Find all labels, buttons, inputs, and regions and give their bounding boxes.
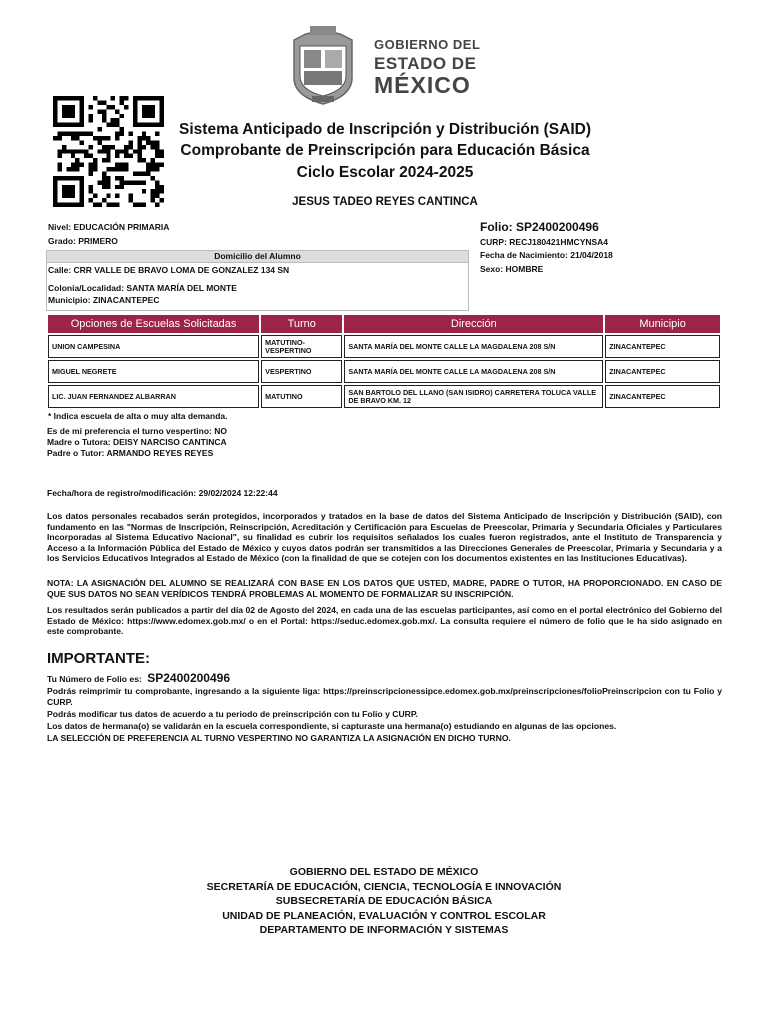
column-header-direccion: Dirección — [344, 315, 603, 333]
street-label: Calle: — [48, 265, 72, 275]
footer-line: UNIDAD DE PLANEACIÓN, EVALUACIÓN Y CONTROL ESCOLAR — [222, 910, 546, 922]
table-header-row — [48, 315, 720, 333]
table-row — [48, 335, 720, 358]
colonia-row — [48, 283, 237, 293]
municipio-row — [48, 295, 159, 305]
gov-logo-text — [374, 38, 484, 97]
school-name: MIGUEL NEGRETE — [48, 360, 259, 383]
grado-row — [48, 236, 118, 246]
document-title: Sistema Anticipado de Inscripción y Distribución (SAID) — [179, 121, 591, 138]
school-municipio: ZINACANTEPEC — [605, 385, 720, 408]
folio-row — [480, 220, 599, 234]
gov-logo-line1: GOBIERNO DEL — [374, 37, 481, 52]
folio-reminder-label: Tu Número de Folio es: — [47, 674, 142, 684]
school-year: Ciclo Escolar 2024-2025 — [296, 164, 474, 181]
school-direccion: SAN BARTOLO DEL LLANO (SAN ISIDRO) CARRETERA TOLUCA VALLE DE BRAVO KM. 12 — [344, 385, 603, 408]
reprint-info: Podrás reimprimir tu comprobante, ingresando a la siguiente liga: https://preinscripcionessipce.edomex.gob.mx/preinscripciones/folioPreinscripcion con tu Folio y CURP. — [47, 686, 722, 707]
colonia-label: Colonia/Localidad: — [48, 283, 125, 293]
curp-label: CURP: — [480, 237, 507, 247]
colonia-value: SANTA MARÍA DEL MONTE — [126, 283, 237, 293]
gov-logo-line3: MÉXICO — [374, 72, 471, 98]
column-header-turno: Turno — [261, 315, 342, 333]
father-name: Padre o Tutor: ARMANDO REYES REYES — [47, 448, 214, 458]
school-turno: VESPERTINO — [261, 360, 342, 383]
state-coat-of-arms-icon — [286, 26, 360, 106]
registration-date — [47, 488, 278, 498]
footer-line: SUBSECRETARÍA DE EDUCACIÓN BÁSICA — [275, 895, 493, 907]
student-name: JESUS TADEO REYES CANTINCA — [292, 196, 478, 208]
folio-reminder — [47, 671, 230, 685]
curp-value: RECJ180421HMCYNSA4 — [509, 237, 609, 247]
footer-line: SECRETARÍA DE EDUCACIÓN, CIENCIA, TECNOLOGÍA E INNOVACIÓN — [206, 881, 562, 893]
high-demand-note: * Indica escuela de alta o muy alta demanda. — [48, 411, 228, 421]
municipio-label: Municipio: — [48, 295, 91, 305]
birthdate-value: 21/04/2018 — [570, 250, 613, 260]
nivel-row — [48, 222, 169, 232]
vespertino-warning: LA SELECCIÓN DE PREFERENCIA AL TURNO VESPERTINO NO GARANTIZA LA ASIGNACIÓN EN DICHO TURNO. — [47, 733, 511, 743]
street-row — [48, 265, 289, 275]
school-direccion: SANTA MARÍA DEL MONTE CALLE LA MAGDALENA 208 S/N — [344, 335, 603, 358]
schools-table — [46, 313, 722, 410]
grado-label: Grado: — [48, 236, 76, 246]
curp-row — [480, 237, 608, 247]
school-turno: MATUTINO — [261, 385, 342, 408]
privacy-paragraph: Los datos personales recabados serán protegidos, incorporados y tratados en la base de datos del Sistema Anticipado de Inscripción y Distribución (SAID), con fundamento en las "Normas de Inscripción, Reinscripción, Acreditación y Certificación para Escuelas de Preescolar, Primaria y Secundaria Oficiales y Particulares Incorporadas al Sistema Educativo Nacional", su finalidad es cubrir los requisitos señalados los cuales fueron registrados, ante el Instituto de Transparencia y Acceso a la Información Pública del Estado de México y cuyos datos podrán ser transmitidos a las Direcciones Generales de Preescolar, Primaria y Secundaria y a los Servicios Educativos Integrados al Estado de México (con la finalidad de que se cotejen con los documentos existentes en las Instituciones Educativas). — [47, 511, 722, 563]
school-name: LIC. JUAN FERNANDEZ ALBARRAN — [48, 385, 259, 408]
folio-label: Folio: — [480, 220, 513, 234]
nivel-label: Nivel: — [48, 222, 72, 232]
gov-logo-line2: ESTADO DE — [374, 54, 477, 73]
column-header-escuela: Opciones de Escuelas Solicitadas — [48, 315, 259, 333]
birthdate-label: Fecha de Nacimiento: — [480, 250, 568, 260]
registration-value: 29/02/2024 12:22:44 — [198, 488, 278, 498]
table-row — [48, 360, 720, 383]
important-heading: IMPORTANTE: — [47, 650, 151, 667]
school-municipio: ZINACANTEPEC — [605, 360, 720, 383]
footer-line: DEPARTAMENTO DE INFORMACIÓN Y SISTEMAS — [259, 924, 509, 936]
street-value: CRR VALLE DE BRAVO LOMA DE GONZALEZ 134 SN — [73, 265, 290, 275]
modify-info: Podrás modificar tus datos de acuerdo a tu periodo de preinscripción con tu Folio y CURP. — [47, 709, 418, 719]
mother-name: Madre o Tutora: DEISY NARCISO CANTINCA — [47, 437, 227, 447]
sibling-info: Los datos de hermana(o) se validarán en la escuela correspondiente, si capturaste una hermana(o) estudiando en algunas de las opciones. — [47, 721, 617, 731]
folio-reminder-value: SP2400200496 — [147, 671, 230, 685]
sexo-label: Sexo: — [480, 264, 504, 274]
municipio-value: ZINACANTEPEC — [92, 295, 160, 305]
address-header: Domicilio del Alumno — [47, 251, 468, 263]
school-municipio: ZINACANTEPEC — [605, 335, 720, 358]
vespertino-preference: Es de mi preferencia el turno vespertino: NO — [47, 426, 227, 436]
note-paragraph: NOTA: LA ASIGNACIÓN DEL ALUMNO SE REALIZARÁ CON BASE EN LOS DATOS QUE USTED, MADRE, PADRE O TUTOR, HA PROPORCIONADO. EN CASO DE QUE SUS DATOS NO SEAN VERÍDICOS TENDRÁ PROBLEMAS AL MOMENTO DE FORMALIZAR SU INSCRIPCIÓN. — [47, 578, 722, 599]
qr-code-icon — [49, 96, 168, 207]
column-header-municipio: Municipio — [605, 315, 720, 333]
document-subtitle: Comprobante de Preinscripción para Educación Básica — [180, 142, 590, 159]
results-paragraph: Los resultados serán publicados a partir del día 02 de Agosto del 2024, en cada una de las escuelas participantes, así como en el portal electrónico del Gobierno del Estado de México: https://www.edomex.gob.mx/ o en el Portal: https://seduc.edomex.gob.mx/. La consulta requiere el número de folio que le ha sido asignado en este comprobante. — [47, 605, 722, 636]
sexo-row — [480, 264, 543, 274]
sexo-value: HOMBRE — [505, 264, 544, 274]
nivel-value: EDUCACIÓN PRIMARIA — [73, 222, 170, 232]
school-turno: MATUTINO-VESPERTINO — [261, 335, 342, 358]
table-row — [48, 385, 720, 408]
registration-label: Fecha/hora de registro/modificación: — [47, 488, 197, 498]
grado-value: PRIMERO — [78, 236, 118, 246]
folio-value: SP2400200496 — [516, 220, 599, 234]
school-name: UNION CAMPESINA — [48, 335, 259, 358]
school-direccion: SANTA MARÍA DEL MONTE CALLE LA MAGDALENA 208 S/N — [344, 360, 603, 383]
footer-line: GOBIERNO DEL ESTADO DE MÉXICO — [289, 866, 479, 878]
address-box — [46, 250, 469, 311]
birthdate-row — [480, 250, 613, 260]
